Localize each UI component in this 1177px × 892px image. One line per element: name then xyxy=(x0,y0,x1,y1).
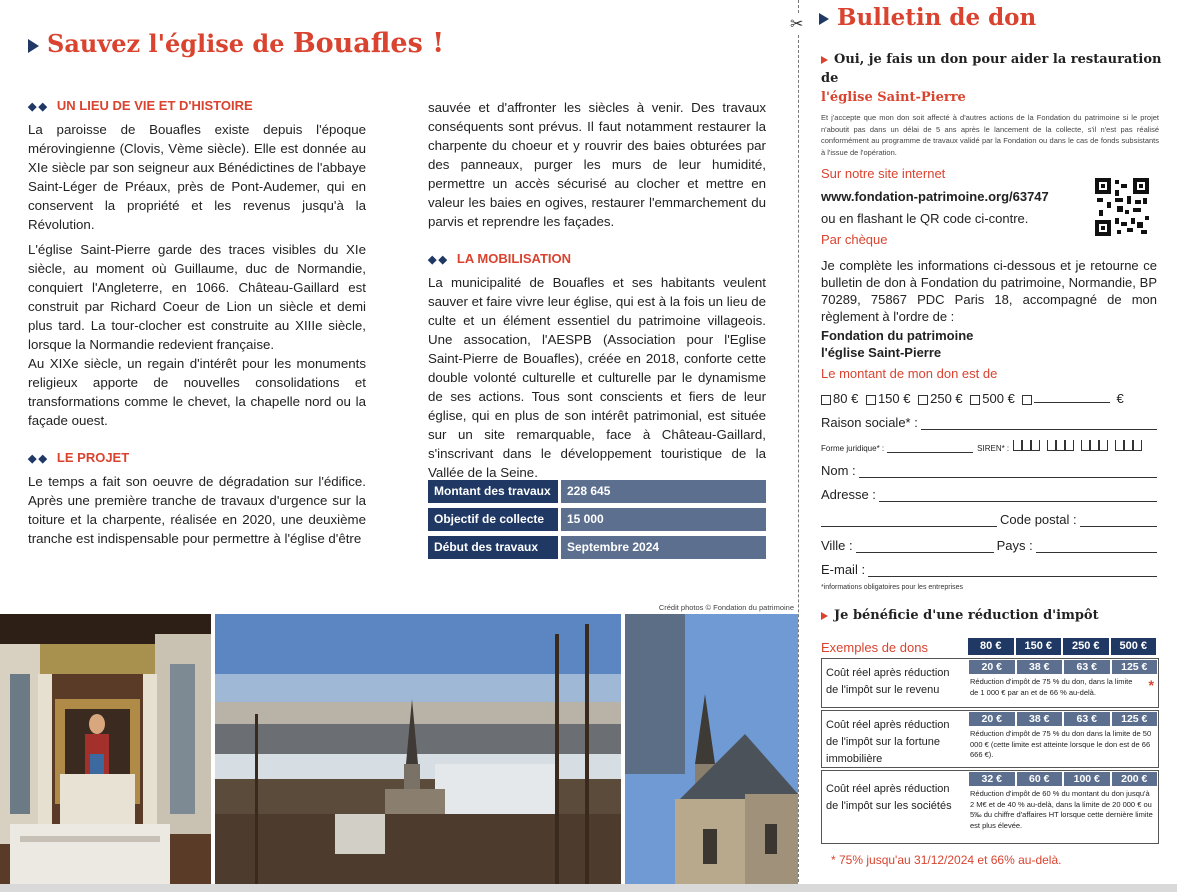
qr-instruction: ou en flashant le QR code ci-contre. xyxy=(821,211,1029,226)
examples-label: Exemples de dons xyxy=(821,640,928,655)
siren-boxes[interactable] xyxy=(1013,440,1142,453)
paragraph: Au XIXe siècle, un regain d'intérêt pour les monuments religieux apporte de nouvelles consolidations et transformations comme le chevet, la chapelle nord ou la façade ouest. xyxy=(28,356,366,428)
facts-row: Début des travaux Septembre 2024 xyxy=(428,536,766,559)
qr-code xyxy=(1095,178,1149,236)
photo-credit: Crédit photos © Fondation du patrimoine xyxy=(658,603,794,612)
tax-header-amounts: 80 € 150 € 250 € 500 € xyxy=(966,638,1156,655)
triangle-bullet-icon xyxy=(819,13,829,25)
amount-options: 80 € 150 € 250 € 500 € € xyxy=(821,391,1124,406)
cheque-instructions: Je complète les informations ci-dessous et je retourne ce bulletin de don à Fondation du patrimoine, Normandie, BP 70289, 75867 PDC Paris 18, accompagné de mon règlement à l'ordre de : xyxy=(821,258,1157,324)
section-heading-projet: ◆◆ LE PROJET xyxy=(28,450,130,465)
form-title: Bulletin de don xyxy=(819,4,1036,31)
amount-checkbox-80[interactable] xyxy=(821,395,831,405)
ville-pays-field[interactable]: Ville : Pays : xyxy=(821,538,1157,553)
column-right xyxy=(428,98,766,488)
page-title: Sauvez l'église de Bouafles ! xyxy=(28,28,444,59)
tax-row-fortune: Coût réel après réduction de l'impôt sur la fortune immobilière 20 € 38 € 63 € 125 € Réduction d'impôt de 75 % du don dans la limite de 50 000 € (cette limite est atteinte lorsque le don est de 66 666 €). xyxy=(821,710,1159,768)
tax-heading: Je bénéficie d'une réduction d'impôt xyxy=(821,608,1099,623)
diamond-bullets-icon: ◆◆ xyxy=(428,254,449,266)
photo-altar xyxy=(0,614,211,886)
site-url-link[interactable]: www.fondation-patrimoine.org/63747 xyxy=(821,189,1049,204)
section-heading-lieu: ◆◆ UN LIEU DE VIE ET D'HISTOIRE xyxy=(28,98,253,113)
donation-intro: Oui, je fais un don pour aider la restauration de l'église Saint-Pierre xyxy=(821,52,1162,105)
amount-checkbox-250[interactable] xyxy=(918,395,928,405)
column-left xyxy=(28,96,366,554)
small-triangle-icon xyxy=(821,612,828,620)
scissors-icon: ✂ xyxy=(790,16,804,33)
paragraph: L'église Saint-Pierre garde des traces visibles du XIe siècle, au moment où Guillaume, duc de Normandie, conquiert l'Angleterre, en 1066. Château-Gaillard est construit par Richard Coeur de Lion un siècle et demi plus tard. La tour-clocher est construite au XIIIe siècle, lorsque la Normandie redevient française. xyxy=(28,242,366,352)
donation-form-panel xyxy=(790,0,1177,892)
section-heading-mobilisation: ◆◆ LA MOBILISATION xyxy=(428,251,572,266)
cheque-label: Par chèque xyxy=(821,232,888,247)
tax-row-societes: Coût réel après réduction de l'impôt sur les sociétés 32 € 60 € 100 € 200 € Réduction d'impôt de 60 % du montant du don jusqu'à 2 M€ et de 40 % au-delà, dans la limite de 20 000 € ou 5‰ du chiffre d'affaires HT lorsque cette dernière limite est plus élevée. xyxy=(821,770,1159,844)
email-field[interactable]: E-mail : xyxy=(821,562,1157,577)
diamond-bullets-icon: ◆◆ xyxy=(28,453,49,465)
adresse-field[interactable]: Adresse : xyxy=(821,487,1157,502)
adresse-cp-field[interactable]: Code postal : xyxy=(821,512,1157,527)
paragraph: La paroisse de Bouafles existe depuis l'époque mérovingienne (Clovis, Vème siècle). Elle est donnée au XIe siècle par son seigneur aux Bénédictines de l'abbaye Saint-Léger de Préaux, près de Pont-Audemer, qui en conservent la propriété et les revenus jusqu'à la Révolution. xyxy=(28,122,366,232)
amount-label: Le montant de mon don est de xyxy=(821,366,998,381)
small-triangle-icon xyxy=(821,56,828,64)
facts-table xyxy=(428,480,766,564)
paragraph: sauvée et d'affronter les siècles à venir. Des travaux conséquents sont prévus. Il faut notamment restaurer la charpente du choeur et y rouvrir des baies obturées par des panneaux, purger les murs de leur humidité, permettre un accès sécurisé au clocher et mettre en valeur les baies en ogives, restaurer l'emmarchement du parvis et reprendre les façades. xyxy=(428,100,766,229)
asterisk-marker: * xyxy=(1148,677,1154,693)
diamond-bullets-icon: ◆◆ xyxy=(28,101,49,113)
site-label: Sur notre site internet xyxy=(821,166,946,181)
amount-checkbox-other[interactable] xyxy=(1022,395,1032,405)
triangle-bullet-icon xyxy=(28,39,39,53)
footnote: * 75% jusqu'au 31/12/2024 et 66% au-delà. xyxy=(831,853,1062,867)
facts-row: Objectif de collecte 15 000 xyxy=(428,508,766,531)
nom-field[interactable]: Nom : xyxy=(821,463,1157,478)
payee-line-2: l'église Saint-Pierre xyxy=(821,345,942,360)
required-note: *informations obligatoires pour les entreprises xyxy=(821,584,964,591)
tax-row-revenu: Coût réel après réduction de l'impôt sur le revenu 20 € 38 € 63 € 125 € Réduction d'impôt de 75 % du don, dans la limite de 1 000 € par an et de 66 % au-delà. * xyxy=(821,658,1159,708)
bottom-bar xyxy=(0,884,1177,892)
amount-checkbox-150[interactable] xyxy=(866,395,876,405)
raison-sociale-field[interactable]: Raison sociale* : xyxy=(821,415,1157,430)
paragraph: Le temps a fait son oeuvre de dégradation sur l'édifice. Après une première tranche de travaux d'urgence sur la toiture et la charpente, réalisée en 2020, une deuxième tranche est indispensable pour permettre à l'église d'être xyxy=(28,474,366,546)
amount-checkbox-500[interactable] xyxy=(970,395,980,405)
forme-siren-field[interactable]: Forme juridique* : SIREN* : xyxy=(821,440,1157,453)
payee-line-1: Fondation du patrimoine xyxy=(821,328,974,343)
facts-row: Montant des travaux 228 645 xyxy=(428,480,766,503)
photo-church xyxy=(625,614,798,886)
consent-text: Et j'accepte que mon don soit affecté à d'autres actions de la Fondation du patrimoine si le projet n'aboutit pas dans un délai de 5 ans après le lancement de la collecte, s'il n'est pas réalisé conformément au programme de travaux validé par la Fondation ou dans le cas de fonds subsistants à l'issue de l'opération. xyxy=(821,113,1159,157)
other-amount-field[interactable] xyxy=(1034,392,1110,403)
photo-village xyxy=(215,614,621,886)
title-village-name: Bouafles xyxy=(292,28,423,59)
paragraph: La municipalité de Bouafles et ses habitants veulent sauver et faire vivre leur église, qui est à la fois un lieu de culte et un élément essentiel du patrimoine villageois. Une assocation, l'AESPB (Association pour l'Eglise Saint-Pierre de Bouafles), créée en 2018, conforte cette double volonté culturelle et culturelle par le dynamisme de ses actions. Tous sont conscients et fiers de leur église, qui en plus de son intérêt patrimonial, est située sur un site remarquable, face à Château-Gaillard, s'inscrivant dans le développement touristique de la Vallée de la Seine. xyxy=(428,275,766,480)
